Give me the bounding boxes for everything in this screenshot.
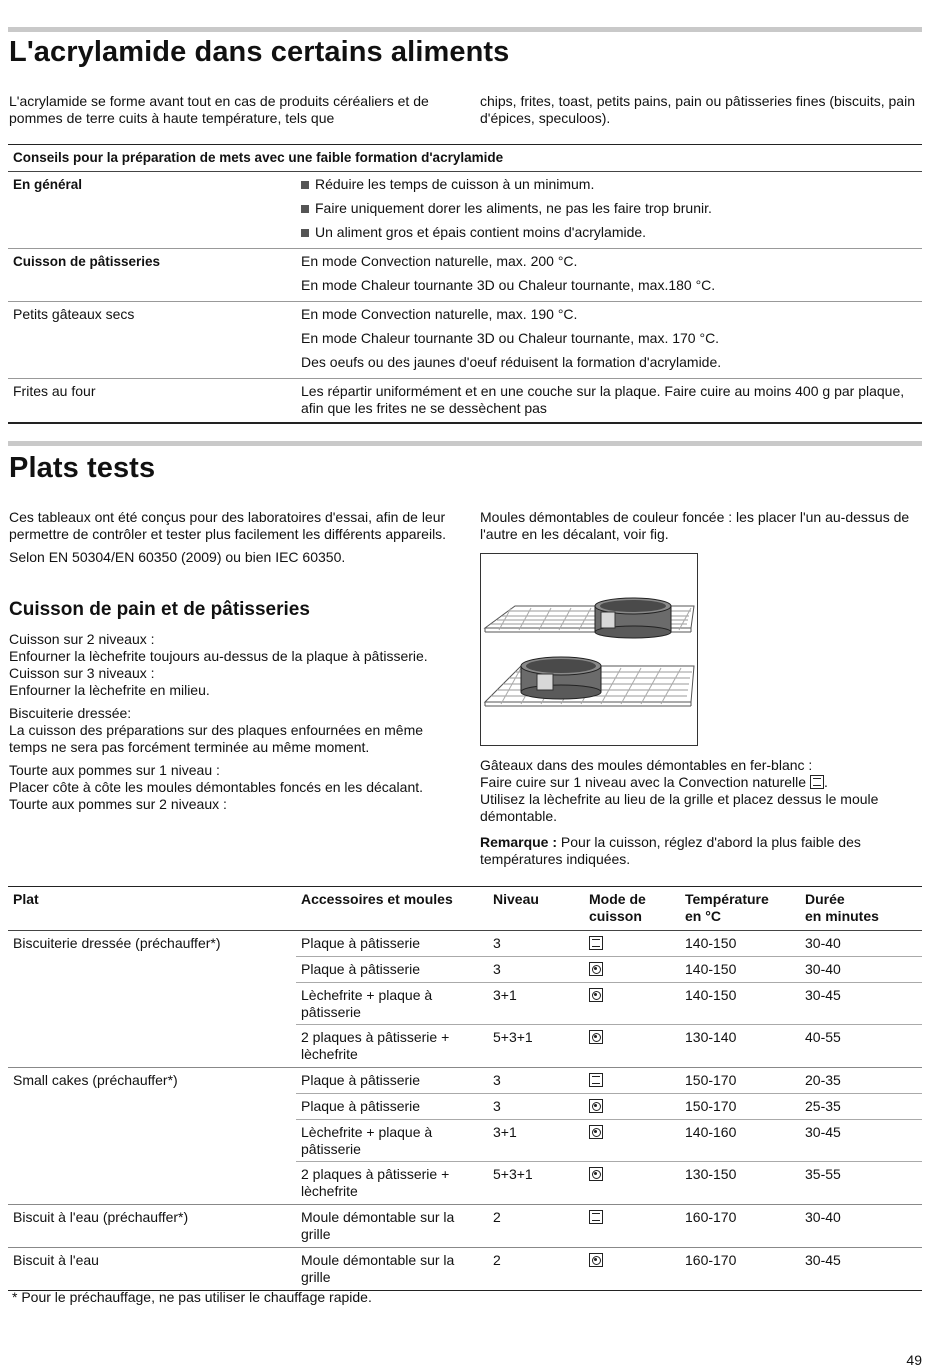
footnote: * Pour le préchauffage, ne pas utiliser le chauffage rapide. bbox=[12, 1289, 372, 1305]
level-cell: 5+3+1 bbox=[493, 1166, 533, 1182]
duration-cell: 25-35 bbox=[805, 1098, 841, 1114]
dish-group bbox=[8, 1248, 922, 1290]
test-dishes-table bbox=[8, 886, 922, 1291]
table-row bbox=[296, 1094, 922, 1120]
left-column bbox=[9, 509, 454, 572]
duration-cell: 30-40 bbox=[805, 1209, 841, 1225]
hot-air-fan-icon bbox=[589, 1167, 603, 1181]
level-cell: 2 bbox=[493, 1252, 501, 1268]
row-line: En mode Chaleur tournante 3D ou Chaleur tournante, max.180 °C. bbox=[301, 277, 716, 293]
acrylamide-row bbox=[8, 302, 922, 379]
level-cell: 3 bbox=[493, 1098, 501, 1114]
row-content bbox=[296, 302, 922, 378]
dish-group bbox=[8, 931, 922, 1068]
table-row bbox=[296, 1120, 922, 1162]
table-body bbox=[8, 931, 922, 1290]
row-label: Frites au four bbox=[13, 383, 96, 399]
left-column-body bbox=[9, 631, 454, 819]
table-row bbox=[296, 1162, 922, 1204]
table-row bbox=[296, 957, 922, 983]
mode-cell bbox=[584, 1205, 680, 1247]
temperature-cell: 140-150 bbox=[685, 987, 737, 1003]
level-cell: 5+3+1 bbox=[493, 1029, 533, 1045]
right-column bbox=[480, 509, 915, 549]
table-row bbox=[296, 1025, 922, 1067]
hot-air-fan-icon bbox=[589, 988, 603, 1002]
mode-cell bbox=[584, 931, 680, 956]
hot-air-fan-icon bbox=[589, 1125, 603, 1139]
hot-air-fan-icon bbox=[589, 962, 603, 976]
conventional-heat-icon bbox=[810, 775, 824, 789]
mode-cell bbox=[584, 1068, 680, 1093]
section-title-acrylamide: L'acrylamide dans certains aliments bbox=[9, 36, 510, 68]
temperature-cell: 130-140 bbox=[685, 1029, 737, 1045]
bullet-item: Réduire les temps de cuisson à un minimum. bbox=[301, 176, 917, 200]
dish-group bbox=[8, 1068, 922, 1205]
table-row bbox=[296, 1205, 922, 1247]
paragraph: Selon EN 50304/EN 60350 (2009) ou bien IEC 60350. bbox=[9, 549, 346, 565]
bullet-item: Faire uniquement dorer les aliments, ne pas les faire trop brunir. bbox=[301, 200, 917, 224]
intro-left bbox=[9, 93, 459, 133]
row-content: Les répartir uniformément et en une couche sur la plaque. Faire cuire au moins 400 g par plaque, afin que les frites ne se dessèchent pas bbox=[301, 383, 905, 416]
row-content bbox=[296, 249, 922, 301]
level-cell: 3+1 bbox=[493, 987, 517, 1003]
intro-left-text: L'acrylamide se forme avant tout en cas de produits céréaliers et de pommes de terre cuits à haute température, tels que bbox=[9, 93, 429, 126]
row-line: Des oeufs ou des jaunes d'oeuf réduisent la formation d'acrylamide. bbox=[301, 354, 722, 370]
bullet-square-icon bbox=[301, 205, 309, 213]
paragraph: Biscuiterie dressée: La cuisson des préparations sur des plaques enfournées en même temps ne sera pas forcément terminée au même moment. bbox=[9, 705, 424, 755]
hot-air-fan-icon bbox=[589, 1253, 603, 1267]
duration-cell: 40-55 bbox=[805, 1029, 841, 1045]
mode-cell bbox=[584, 983, 680, 1024]
accessory-cell: Lèchefrite + plaque à pâtisserie bbox=[301, 1124, 433, 1157]
conventional-heat-icon bbox=[589, 1073, 603, 1087]
bullet-square-icon bbox=[301, 181, 309, 189]
row-label: En général bbox=[13, 177, 83, 192]
acrylamide-row bbox=[8, 249, 922, 302]
mode-cell bbox=[584, 1248, 680, 1290]
section-rule bbox=[8, 441, 922, 446]
temperature-cell: 150-170 bbox=[685, 1072, 737, 1088]
accessory-cell: Moule démontable sur la grille bbox=[301, 1252, 455, 1285]
temperature-cell: 160-170 bbox=[685, 1252, 737, 1268]
duration-cell: 35-55 bbox=[805, 1166, 841, 1182]
column-header: Durée en minutes bbox=[805, 891, 879, 924]
table-row bbox=[296, 931, 922, 957]
acrylamide-table bbox=[8, 144, 922, 424]
level-cell: 3 bbox=[493, 1072, 501, 1088]
page-number: 49 bbox=[906, 1352, 922, 1368]
table-row bbox=[296, 1248, 922, 1290]
accessory-cell: Plaque à pâtisserie bbox=[301, 961, 421, 977]
mode-cell bbox=[584, 1094, 680, 1119]
temperature-cell: 130-150 bbox=[685, 1166, 737, 1182]
accessory-cell: Lèchefrite + plaque à pâtisserie bbox=[301, 987, 433, 1020]
column-header: Température en °C bbox=[685, 891, 769, 924]
temperature-cell: 150-170 bbox=[685, 1098, 737, 1114]
acrylamide-row bbox=[8, 379, 922, 422]
conventional-heat-icon bbox=[589, 1210, 603, 1224]
temperature-cell: 140-150 bbox=[685, 961, 737, 977]
duration-cell: 20-35 bbox=[805, 1072, 841, 1088]
column-header: Accessoires et moules bbox=[301, 891, 453, 907]
dish-group bbox=[8, 1205, 922, 1248]
accessory-cell: 2 plaques à pâtisserie + lèchefrite bbox=[301, 1166, 450, 1199]
row-label: Petits gâteaux secs bbox=[13, 306, 135, 322]
duration-cell: 30-45 bbox=[805, 1252, 841, 1268]
hot-air-fan-icon bbox=[589, 1099, 603, 1113]
accessory-cell: Plaque à pâtisserie bbox=[301, 1098, 421, 1114]
bullet-square-icon bbox=[301, 229, 309, 237]
row-content bbox=[296, 172, 922, 248]
row-line: En mode Convection naturelle, max. 200 °C. bbox=[301, 253, 578, 269]
column-header: Niveau bbox=[493, 891, 539, 907]
oven-racks-illustration bbox=[480, 553, 698, 746]
acrylamide-row bbox=[8, 172, 922, 249]
temperature-cell: 160-170 bbox=[685, 1209, 737, 1225]
table-header-row bbox=[8, 887, 922, 931]
stacked-springform-pans-image bbox=[481, 554, 697, 745]
bullet-item: Un aliment gros et épais contient moins d'acrylamide. bbox=[301, 224, 917, 248]
accessory-cell: Moule démontable sur la grille bbox=[301, 1209, 455, 1242]
row-line: En mode Chaleur tournante 3D ou Chaleur tournante, max. 170 °C. bbox=[301, 330, 720, 346]
hot-air-fan-icon bbox=[589, 1030, 603, 1044]
paragraph: Cuisson sur 2 niveaux : Enfourner la lèchefrite toujours au-dessus de la plaque à pâtisserie. Cuisson sur 3 niveaux : Enfourner la lèchefrite en milieu. bbox=[9, 631, 428, 698]
dish-name: Biscuiterie dressée (préchauffer*) bbox=[13, 935, 221, 951]
intro-right bbox=[480, 93, 920, 133]
duration-cell: 30-40 bbox=[805, 935, 841, 951]
intro-right-text: chips, frites, toast, petits pains, pain ou pâtisseries fines (biscuits, pain d'épices, speculoos). bbox=[480, 93, 915, 126]
paragraph: Gâteaux dans des moules démontables en fer-blanc : Faire cuire sur 1 niveau avec la Convection naturelle . Utilisez la lèchefrite au lieu de la grille et placez dessus le moule démontable. bbox=[480, 757, 879, 824]
level-cell: 3 bbox=[493, 935, 501, 951]
paragraph: Tourte aux pommes sur 1 niveau : Placer côte à côte les moules démontables foncés en les décalant. Tourte aux pommes sur 2 niveaux : bbox=[9, 762, 424, 812]
conventional-heat-icon bbox=[589, 936, 603, 950]
section-rule bbox=[8, 27, 922, 32]
column-header: Mode de cuisson bbox=[589, 891, 646, 924]
column-header: Plat bbox=[13, 891, 39, 907]
mode-cell bbox=[584, 1025, 680, 1067]
row-label: Cuisson de pâtisseries bbox=[13, 254, 161, 269]
temperature-cell: 140-160 bbox=[685, 1124, 737, 1140]
dish-name: Biscuit à l'eau bbox=[13, 1252, 99, 1268]
dish-name: Biscuit à l'eau (préchauffer*) bbox=[13, 1209, 189, 1225]
right-column-body bbox=[480, 757, 920, 874]
mode-cell bbox=[584, 1162, 680, 1204]
row-line: En mode Convection naturelle, max. 190 °C. bbox=[301, 306, 578, 322]
paragraph: Ces tableaux ont été conçus pour des laboratoires d'essai, afin de leur permettre de contrôler et tester plus facilement les différents appareils. bbox=[9, 509, 447, 542]
mode-cell bbox=[584, 957, 680, 982]
accessory-cell: 2 plaques à pâtisserie + lèchefrite bbox=[301, 1029, 450, 1062]
mode-cell bbox=[584, 1120, 680, 1161]
dish-name: Small cakes (préchauffer*) bbox=[13, 1072, 178, 1088]
level-cell: 3+1 bbox=[493, 1124, 517, 1140]
table-row bbox=[296, 983, 922, 1025]
table-row bbox=[296, 1068, 922, 1094]
level-cell: 3 bbox=[493, 961, 501, 977]
duration-cell: 30-40 bbox=[805, 961, 841, 977]
subsection-title: Cuisson de pain et de pâtisseries bbox=[9, 599, 310, 620]
section-title-plats-tests: Plats tests bbox=[9, 452, 156, 484]
remark: Remarque : Pour la cuisson, réglez d'abord la plus faible des températures indiquées. bbox=[480, 834, 861, 867]
temperature-cell: 140-150 bbox=[685, 935, 737, 951]
duration-cell: 30-45 bbox=[805, 1124, 841, 1140]
paragraph: Moules démontables de couleur foncée : les placer l'un au-dessus de l'autre en les décalant, voir fig. bbox=[480, 509, 910, 542]
level-cell: 2 bbox=[493, 1209, 501, 1225]
acrylamide-table-header: Conseils pour la préparation de mets avec une faible formation d'acrylamide bbox=[8, 145, 922, 172]
duration-cell: 30-45 bbox=[805, 987, 841, 1003]
accessory-cell: Plaque à pâtisserie bbox=[301, 935, 421, 951]
accessory-cell: Plaque à pâtisserie bbox=[301, 1072, 421, 1088]
